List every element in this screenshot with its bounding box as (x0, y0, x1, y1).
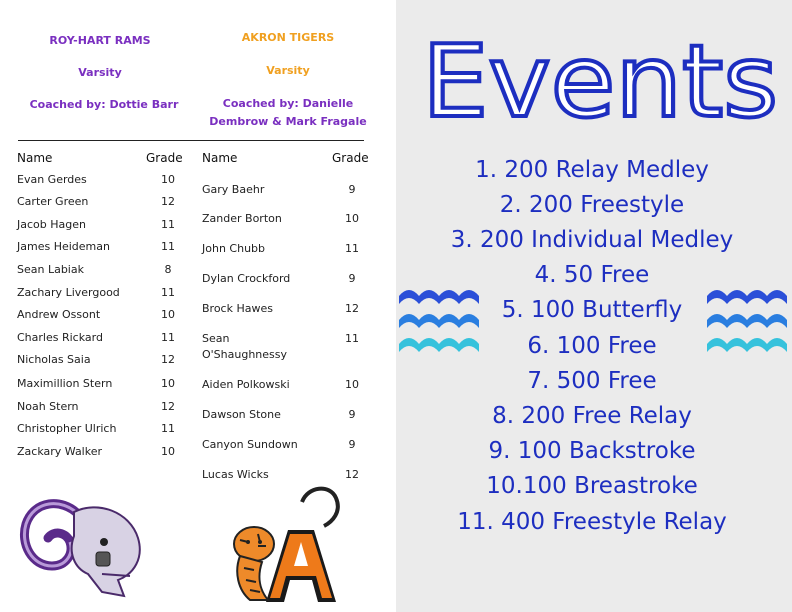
tiger-grade-header: Grade (332, 151, 369, 165)
event-item: 5. 100 Butterfly (501, 297, 683, 323)
ram-player-name: Evan Gerdes (17, 173, 87, 186)
event-item: 8. 200 Free Relay (492, 403, 692, 429)
ram-player-name: Sean Labiak (17, 263, 84, 276)
event-item: 4. 50 Free (534, 262, 650, 288)
event-item: 2. 200 Freestyle (499, 192, 685, 218)
tiger-player-grade: 10 (345, 378, 359, 391)
ram-player-name: Noah Stern (17, 400, 79, 413)
tiger-player-grade: 9 (348, 272, 356, 285)
header-divider (18, 140, 364, 141)
ram-grade-header: Grade (146, 151, 183, 165)
tiger-player-name: Dawson Stone (202, 408, 281, 421)
tiger-team-name: AKRON TIGERS (241, 31, 335, 44)
ram-player-name: Maximillion Stern (17, 377, 113, 390)
ram-player-grade: 10 (161, 173, 175, 186)
tiger-coach-line2: Dembrow & Mark Fragale (209, 115, 367, 128)
tiger-player-name: Zander Borton (202, 212, 282, 225)
event-item: 3. 200 Individual Medley (450, 227, 734, 253)
tiger-player-name: Canyon Sundown (202, 438, 298, 451)
tiger-level: Varsity (266, 64, 310, 77)
tiger-player-grade: 9 (348, 438, 356, 451)
event-item: 9. 100 Backstroke (488, 438, 696, 464)
tiger-player-grade: 10 (345, 212, 359, 225)
tiger-player-grade: 12 (345, 468, 359, 481)
ram-player-name: Andrew Ossont (17, 308, 101, 321)
ram-player-grade: 8 (164, 263, 172, 276)
event-item: 10.100 Breastroke (486, 473, 698, 499)
tiger-player-grade: 11 (345, 332, 359, 345)
tiger-player-name: John Chubb (202, 242, 266, 255)
ram-player-grade: 11 (161, 240, 175, 253)
event-item: 11. 400 Freestyle Relay (457, 509, 727, 535)
ram-player-grade: 11 (161, 422, 175, 435)
ram-player-grade: 11 (161, 286, 175, 299)
tiger-player-name: Aiden Polkowski (202, 378, 290, 391)
ram-player-grade: 12 (161, 400, 175, 413)
ram-player-name: Zackary Walker (17, 445, 103, 458)
ram-player-name: Christopher Ulrich (17, 422, 117, 435)
ram-player-name: Nicholas Saia (17, 353, 91, 366)
tiger-player-grade: 12 (345, 302, 359, 315)
tiger-player-grade: 9 (348, 183, 356, 196)
tiger-player-grade: 9 (348, 408, 356, 421)
svg-text:Events: Events (422, 23, 778, 130)
ram-player-grade: 12 (161, 353, 175, 366)
ram-team-name: ROY-HART RAMS (49, 34, 151, 47)
ram-player-grade: 10 (161, 308, 175, 321)
ram-player-grade: 10 (161, 445, 175, 458)
tiger-player-name: Brock Hawes (202, 302, 273, 315)
ram-player-grade: 11 (161, 218, 175, 231)
tiger-player-name: Dylan Crockford (202, 272, 291, 285)
ram-player-name: Zachary Livergood (17, 286, 120, 299)
tiger-player-name: Sean (202, 332, 230, 345)
ram-player-grade: 12 (161, 195, 175, 208)
ram-mascot-logo (18, 492, 150, 604)
tiger-mascot-logo (228, 482, 358, 608)
ram-player-name: Carter Green (17, 195, 89, 208)
event-item: 6. 100 Free (527, 333, 657, 359)
ram-player-name: Jacob Hagen (17, 218, 86, 231)
tiger-player-name: Gary Baehr (202, 183, 265, 196)
tiger-name-header: Name (202, 151, 238, 165)
ram-player-grade: 10 (161, 377, 175, 390)
ram-player-name: Charles Rickard (17, 331, 103, 344)
ram-level: Varsity (78, 66, 122, 79)
events-title (422, 18, 782, 130)
event-item: 1. 200 Relay Medley (475, 157, 709, 183)
event-item: 7. 500 Free (527, 368, 657, 394)
ram-player-name: James Heideman (17, 240, 110, 253)
ram-coach: Coached by: Dottie Barr (29, 98, 179, 111)
ram-player-grade: 11 (161, 331, 175, 344)
tiger-player-grade: 11 (345, 242, 359, 255)
tiger-player-name: Lucas Wicks (202, 468, 269, 481)
ram-name-header: Name (17, 151, 53, 165)
tiger-coach-line1: Coached by: Danielle (222, 97, 354, 110)
tiger-player-name-line2: O'Shaughnessy (202, 348, 288, 361)
